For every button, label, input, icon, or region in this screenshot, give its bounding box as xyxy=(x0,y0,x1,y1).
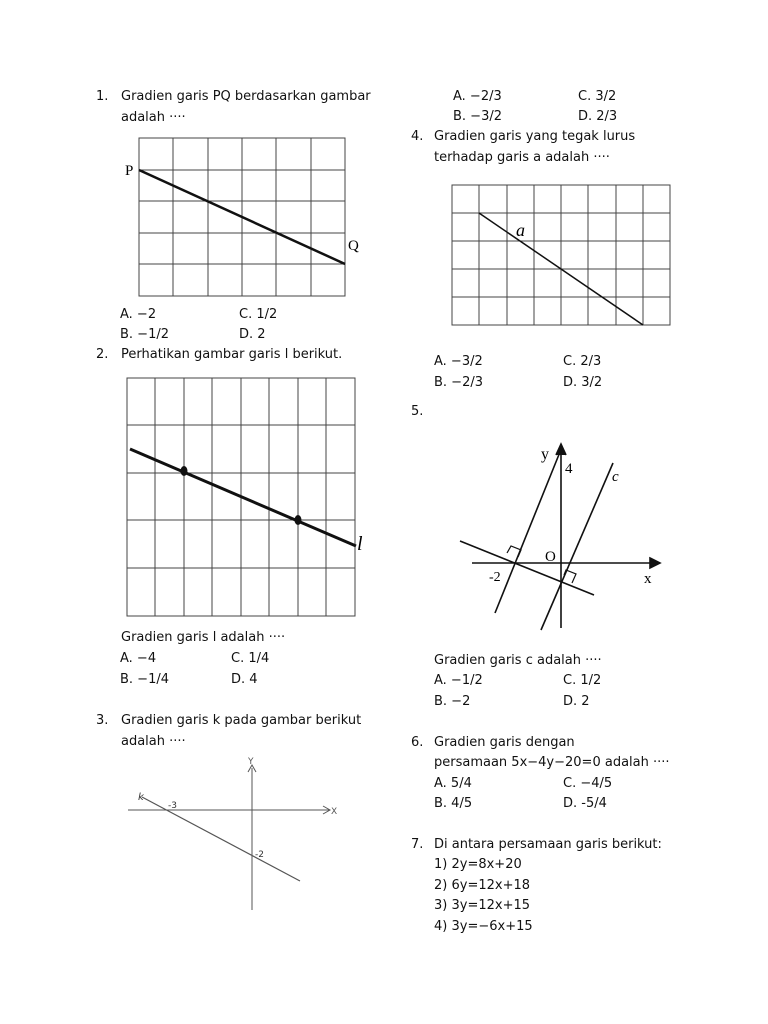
q2-option-b: B. −1/4 xyxy=(120,672,169,687)
q1-option-d: D. 2 xyxy=(239,327,266,342)
q4-option-d: D. 3/2 xyxy=(563,375,603,390)
q5-option-c: C. 1/2 xyxy=(563,673,602,688)
q5-line-c xyxy=(541,463,613,630)
q5-option-d: D. 2 xyxy=(563,694,590,709)
q1-label-p: P xyxy=(125,163,134,179)
q5-label-o: O xyxy=(545,549,556,565)
q6-option-b: B. 4/5 xyxy=(434,796,473,811)
q5-option-b: B. −2 xyxy=(434,694,471,709)
q7-item-3: 3) 3y=12x+15 xyxy=(434,898,531,913)
q2-label-l: l xyxy=(357,533,363,555)
q6-text-line2: persamaan 5x−4y−20=0 adalah ···· xyxy=(434,755,670,770)
q4-text-line2: terhadap garis a adalah ···· xyxy=(434,150,610,165)
q7-text: Di antara persamaan garis berikut: xyxy=(434,837,662,852)
q7-item-1: 1) 2y=8x+20 xyxy=(434,857,522,872)
q5-label-y: y xyxy=(541,446,549,463)
q4-option-b: B. −2/3 xyxy=(434,375,483,390)
q5-option-a: A. −1/2 xyxy=(434,673,483,688)
q3-label-y: Y xyxy=(248,757,254,767)
q4-option-c: C. 2/3 xyxy=(563,354,602,369)
q3-text-line2: adalah ···· xyxy=(121,734,186,749)
q4-text-line1: Gradien garis yang tegak lurus xyxy=(434,129,636,144)
q4-number: 4. xyxy=(411,129,424,144)
q2-option-a: A. −4 xyxy=(120,651,157,666)
q3-label-neg2: -2 xyxy=(255,850,264,860)
q3-label-x: X xyxy=(331,807,338,817)
q3-label-neg3: -3 xyxy=(168,801,177,811)
q5-line-perp xyxy=(460,541,594,595)
q1-text-line1: Gradien garis PQ berdasarkan gambar xyxy=(121,89,371,104)
q5-label-neg2: -2 xyxy=(489,570,501,585)
q6-option-d: D. -5/4 xyxy=(563,796,607,811)
q5-line-through-4 xyxy=(495,447,562,613)
q6-option-c: C. −4/5 xyxy=(563,776,613,791)
q5-label-x: x xyxy=(644,571,652,587)
q7-number: 7. xyxy=(411,837,424,852)
q3-option-c: C. 3/2 xyxy=(578,89,617,104)
q3-option-a: A. −2/3 xyxy=(453,89,502,104)
q1-label-q: Q xyxy=(348,238,359,254)
q2-text: Perhatikan gambar garis l berikut. xyxy=(121,347,343,362)
q4-option-a: A. −3/2 xyxy=(434,354,483,369)
q2-number: 2. xyxy=(96,347,109,362)
q1-text-line2: adalah ···· xyxy=(121,110,186,125)
q4-label-a: a xyxy=(516,220,525,240)
q6-option-a: A. 5/4 xyxy=(434,776,472,791)
q5-label-c: c xyxy=(612,469,619,485)
q7-item-2: 2) 6y=12x+18 xyxy=(434,878,531,893)
q5-right-angle-1 xyxy=(507,546,521,557)
q1-option-c: C. 1/2 xyxy=(239,307,278,322)
q3-number: 3. xyxy=(96,713,109,728)
q5-number: 5. xyxy=(411,404,424,419)
q2-prompt: Gradien garis l adalah ···· xyxy=(121,630,286,645)
q3-option-d: D. 2/3 xyxy=(578,109,618,124)
q6-number: 6. xyxy=(411,735,424,750)
q1-number: 1. xyxy=(96,89,109,104)
q5-prompt: Gradien garis c adalah ···· xyxy=(434,653,602,668)
q2-option-c: C. 1/4 xyxy=(231,651,270,666)
q5-right-angle-2 xyxy=(564,570,576,583)
q5-x-arrow xyxy=(650,558,660,568)
q1-option-b: B. −1/2 xyxy=(120,327,169,342)
q6-text-line1: Gradien garis dengan xyxy=(434,735,575,750)
q2-option-d: D. 4 xyxy=(231,672,258,687)
q3-option-b: B. −3/2 xyxy=(453,109,502,124)
q3-text-line1: Gradien garis k pada gambar berikut xyxy=(121,713,362,728)
q3-label-k: k xyxy=(138,792,144,803)
q5-label-4: 4 xyxy=(565,461,573,477)
q1-option-a: A. −2 xyxy=(120,307,157,322)
q7-item-4: 4) 3y=−6x+15 xyxy=(434,919,533,934)
